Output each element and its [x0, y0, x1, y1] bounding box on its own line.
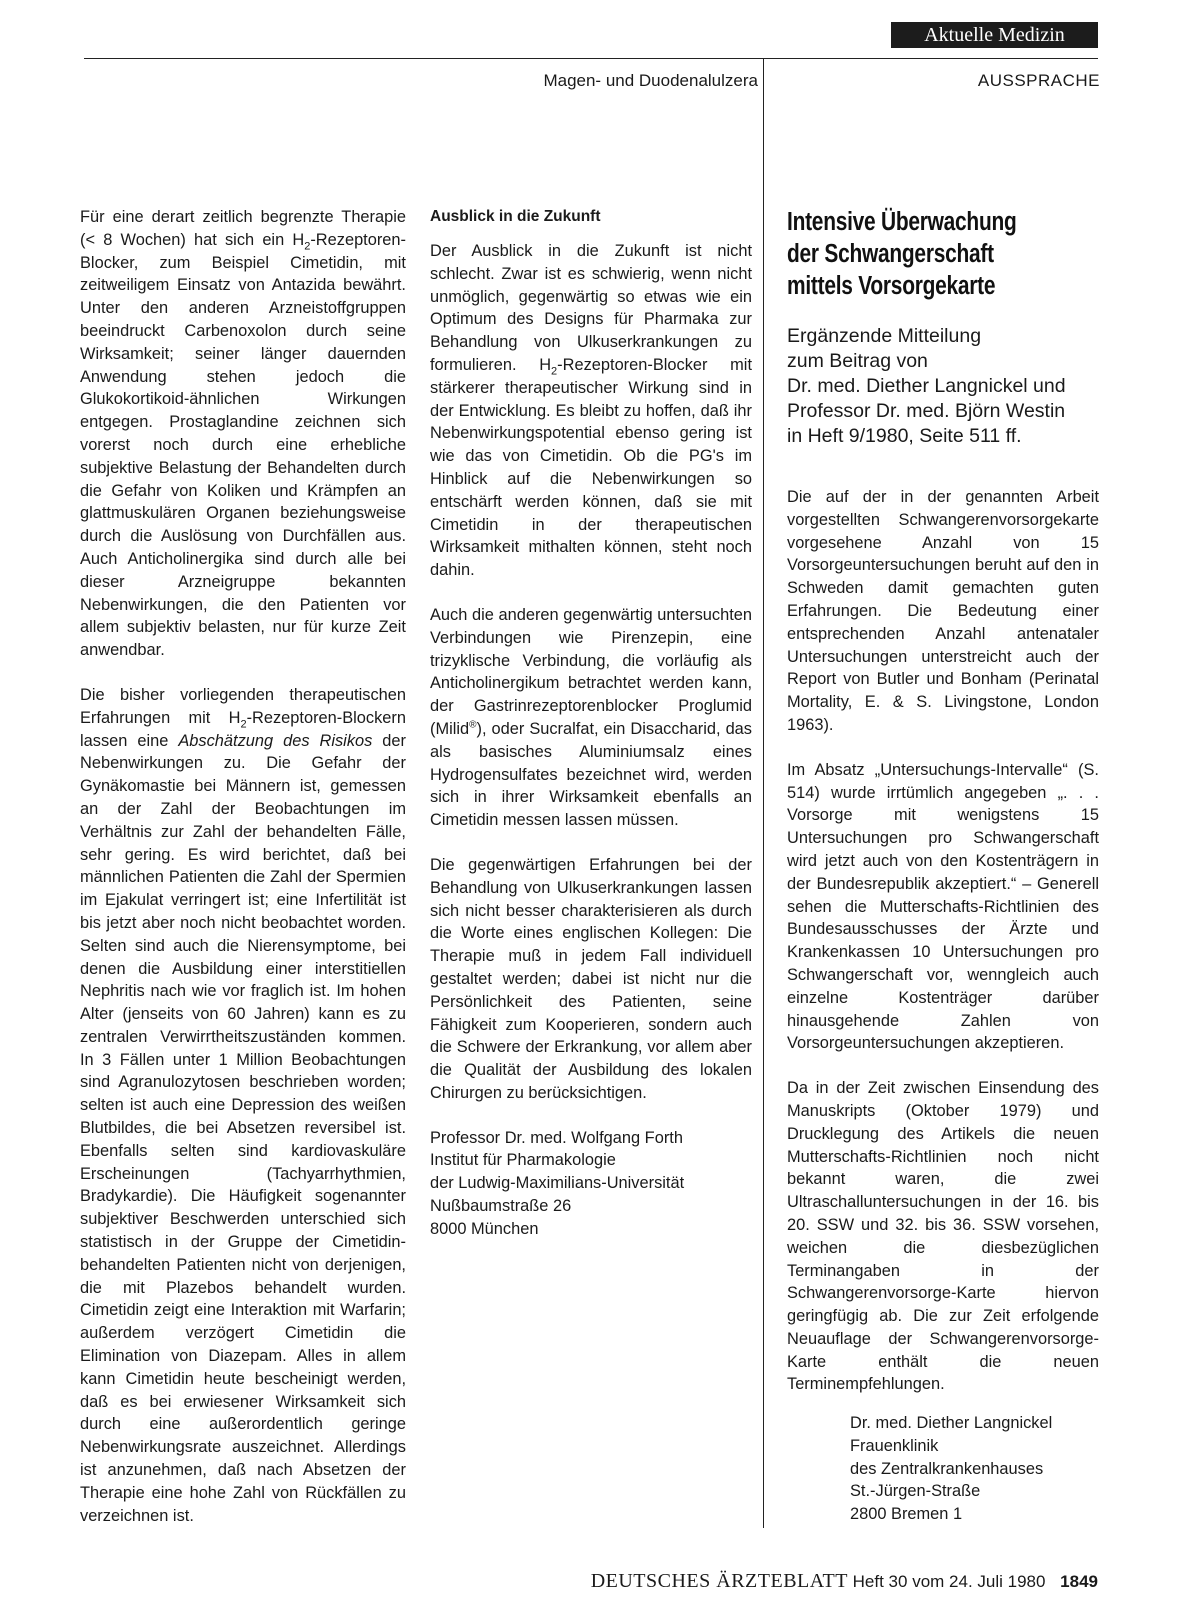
article-subtitle: Ergänzende Mitteilung zum Beitrag von Dr. med. Diether Langnickel und Professor Dr. med. Björn Westin in Heft 9/1980, Seite 511 ff. — [787, 325, 1066, 447]
article-title: Intensive Überwachung der Schwangerschaft mittels Vorsorgekarte — [787, 208, 1017, 300]
journal-name: DEUTSCHES ÄRZTEBLATT — [590, 1570, 848, 1592]
emphasis: Abschätzung des Risikos — [178, 731, 373, 750]
paragraph: Die gegenwärtigen Erfahrungen bei der Behandlung von Ulkuserkrankungen lassen sich nicht besser charakterisieren als durch die Worte eines englischen Kollegen: Die Therapie muß in jedem Fall individuell gestaltet werden; dabei ist nicht nur die Persönlichkeit des Patienten, seine Fähigkeit zum Kooperieren, sondern auch die Schwere der Erkrankung, vor allem aber die Qualität der Ausbildung des lokalen Chirurgen zu berücksichtigen. — [430, 855, 752, 1102]
author-signature: Professor Dr. med. Wolfgang Forth Institut für Pharmakologie der Ludwig-Maximilians-Universität Nußbaumstraße 26 8000 München — [430, 1128, 685, 1238]
paragraph: Für eine derart zeitlich begrenzte Therapie (< 8 Wochen) hat sich ein $H_2-Rezeptoren$-Blocker, zum Beispiel Cimetidin, mit zeitweiligem Einsatz von Antazida bewährt. Unter den anderen Arzneistoffgruppen beeindruckt Carbenoxolon durch seine Wirksamkeit; seiner länger dauernden Anwendung stehen jedoch die Glukokortikoid-ähnlichen Wirkungen entgegen. Prostaglandine zeichnen sich vorerst noch durch eine erhebliche subjektive Belastung der Behandelten durch die Gefahr von Koliken und Krämpfen an glattmuskulären Organen beziehungsweise durch die Auslösung von Durchfällen aus. Auch Anticholinergika sind durch alle bei dieser Arzneigruppe bekannten Nebenwirkungen, die den Patienten vor allem subjektiv belasten, nur für kurze Zeit anwendbar. — [80, 208, 406, 660]
author-signature: Dr. med. Diether Langnickel Frauenklinik des Zentralkrankenhauses St.-Jürgen-Straße 2800 Bremen 1 — [850, 1414, 1053, 1524]
paragraph: Die auf der in der genannten Arbeit vorgestellten Schwangerenvorsorgekarte vorgesehene Anzahl von 15 Vorsorgeuntersuchungen beruht auf den in Schweden damit gemachten guten Erfahrungen. Die Bedeutung einer entsprechenden Anzahl antenataler Untersuchungen unterstreicht auch der Report von Butler und Bonham (Perinatal Mortality, E. & S. Livingstone, London 1963). — [787, 488, 1099, 734]
section-heading: Ausblick in die Zukunft — [430, 208, 601, 225]
paragraph: Da in der Zeit zwischen Einsendung des Manuskripts (Oktober 1979) und Drucklegung des Artikels die neuen Mutterschafts-Richtlinien noch nicht bekannt waren, die zwei Ultraschalluntersuchungen in der 16. bis 20. SSW und 32. bis 36. SSW vorsehen, weichen die diesbezüglichen Terminangaben in der Schwangerenvorsorge-Karte hiervon geringfügig ab. Die zur Zeit erfolgende Neuauflage der Schwangerenvorsorge-Karte enthält die neuen Terminempfehlungen. — [787, 1079, 1099, 1394]
paragraph: Der Ausblick in die Zukunft ist nicht schlecht. Zwar ist es schwierig, wenn nicht unmöglich, gegenwärtig so etwas wie ein Optimum des Designs für Pharmaka zur Behandlung von Ulkuserkrankungen zu formulieren. $H_2-Rezeptoren$-Blocker mit stärkerer therapeutischer Wirkung sind in der Entwicklung. Es bleibt zu hoffen, daß ihr Nebenwirkungspotential ebenso gering ist wie das von Cimetidin. Ob die PG's im Hinblick auf die Nebenwirkungen so entschärft werden können, daß sie mit Cimetidin in der therapeutischen Wirksamkeit mithalten können, steht noch dahin. — [430, 242, 752, 580]
running-head-topic: Magen- und Duodenalulzera — [543, 71, 758, 90]
issue-info: Heft 30 vom 24. Juli 1980 — [852, 1572, 1046, 1591]
column-divider — [763, 58, 764, 1528]
page-footer — [591, 1570, 1098, 1593]
page-number: 1849 — [1060, 1572, 1098, 1591]
section-tag: Aktuelle Medizin — [891, 22, 1098, 48]
paragraph: Die bisher vorliegenden therapeutischen Erfahrungen mit $H_2-Rezeptoren$-Blockern lassen eine Abschätzung des Risikos der Nebenwirkungen zu. Die Gefahr der Gynäkomastie bei Männern ist, gemessen an der Zahl der Beobachtungen im Verhältnis zur Zahl der behandelten Fälle, sehr gering. Es wird berichtet, daß bei männlichen Patienten die Zahl der Spermien im Ejakulat verringert ist; eine Infertilität ist bis jetzt aber noch nicht beobachtet worden. Selten sind auch die Nierensymptome, bei denen die Ausbildung einer interstitiellen Nephritis nach wie vor fraglich ist. Im hohen Alter (jenseits von 60 Jahren) kann es zu zentralen Verwirrtheitszuständen kommen. In 3 Fällen unter 1 Million Beobachtungen sind Agranulozytosen beschrieben worden; selten ist auch eine Depression des weißen Blutbildes, die bei Absetzen reversibel ist. Ebenfalls selten sind kardiovaskuläre Erscheinungen (Tachyarrhythmien, Bradykardie). Die Häufigkeit sogenannter subjektiver Beschwerden unterschied sich statistisch in der Gruppe der Cimetidin-behandelten Patienten nicht von derjenigen, die mit Plazebos behandelt wurden. Cimetidin zeigt eine Interaktion mit Warfarin; außerdem verzögert Cimetidin die Elimination von Diazepam. Alles in allem kann Cimetidin heute bescheinigt werden, daß es bei erwiesener Wirksamkeit sich durch eine außerordentlich geringe Nebenwirkungsrate auszeichnet. Allerdings ist anzunehmen, daß nach Absetzen der Therapie eine hohe Zahl von Rückfällen zu verzeichnen ist. — [80, 685, 406, 1525]
running-head-rubric: AUSSPRACHE — [977, 71, 1100, 90]
header-rule — [84, 58, 1098, 59]
article-column-2-body — [430, 206, 752, 1241]
paragraph: Im Absatz „Untersuchungs-Intervalle“ (S. 514) wurde irrtümlich angegeben „. . . Vorsorge mit wenigstens 15 Untersuchungen pro Schwangerschaft wird jetzt auch von den Kostenträgern in der Bundesrepublik akzeptiert.“ – Generell sehen die Mutterschafts-Richtlinien des Bundesausschusses der Ärzte und Krankenkassen 10 Untersuchungen pro Schwangerschaft vor, wenngleich auch einzelne Kostenträger darüber hinausgehende Zahlen von Vorsorgeuntersuchungen akzeptieren. — [787, 760, 1099, 1053]
paragraph: Auch die anderen gegenwärtig untersuchten Verbindungen wie Pirenzepin, eine trizyklische Verbindung, die vorläufig als Anticholinergikum betrachtet werden kann, der Gastrinrezeptorenblocker Proglumid (Milid®), oder Sucralfat, ein Disaccharid, das als basisches Aluminiumsalz eines Hydrogensulfates bezeichnet wird, werden sich in ihrer Wirksamkeit ebenfalls an Cimetidin messen lassen müssen. — [430, 605, 752, 830]
article-column-3 — [787, 486, 1099, 1418]
article-column-1 — [80, 206, 406, 1527]
